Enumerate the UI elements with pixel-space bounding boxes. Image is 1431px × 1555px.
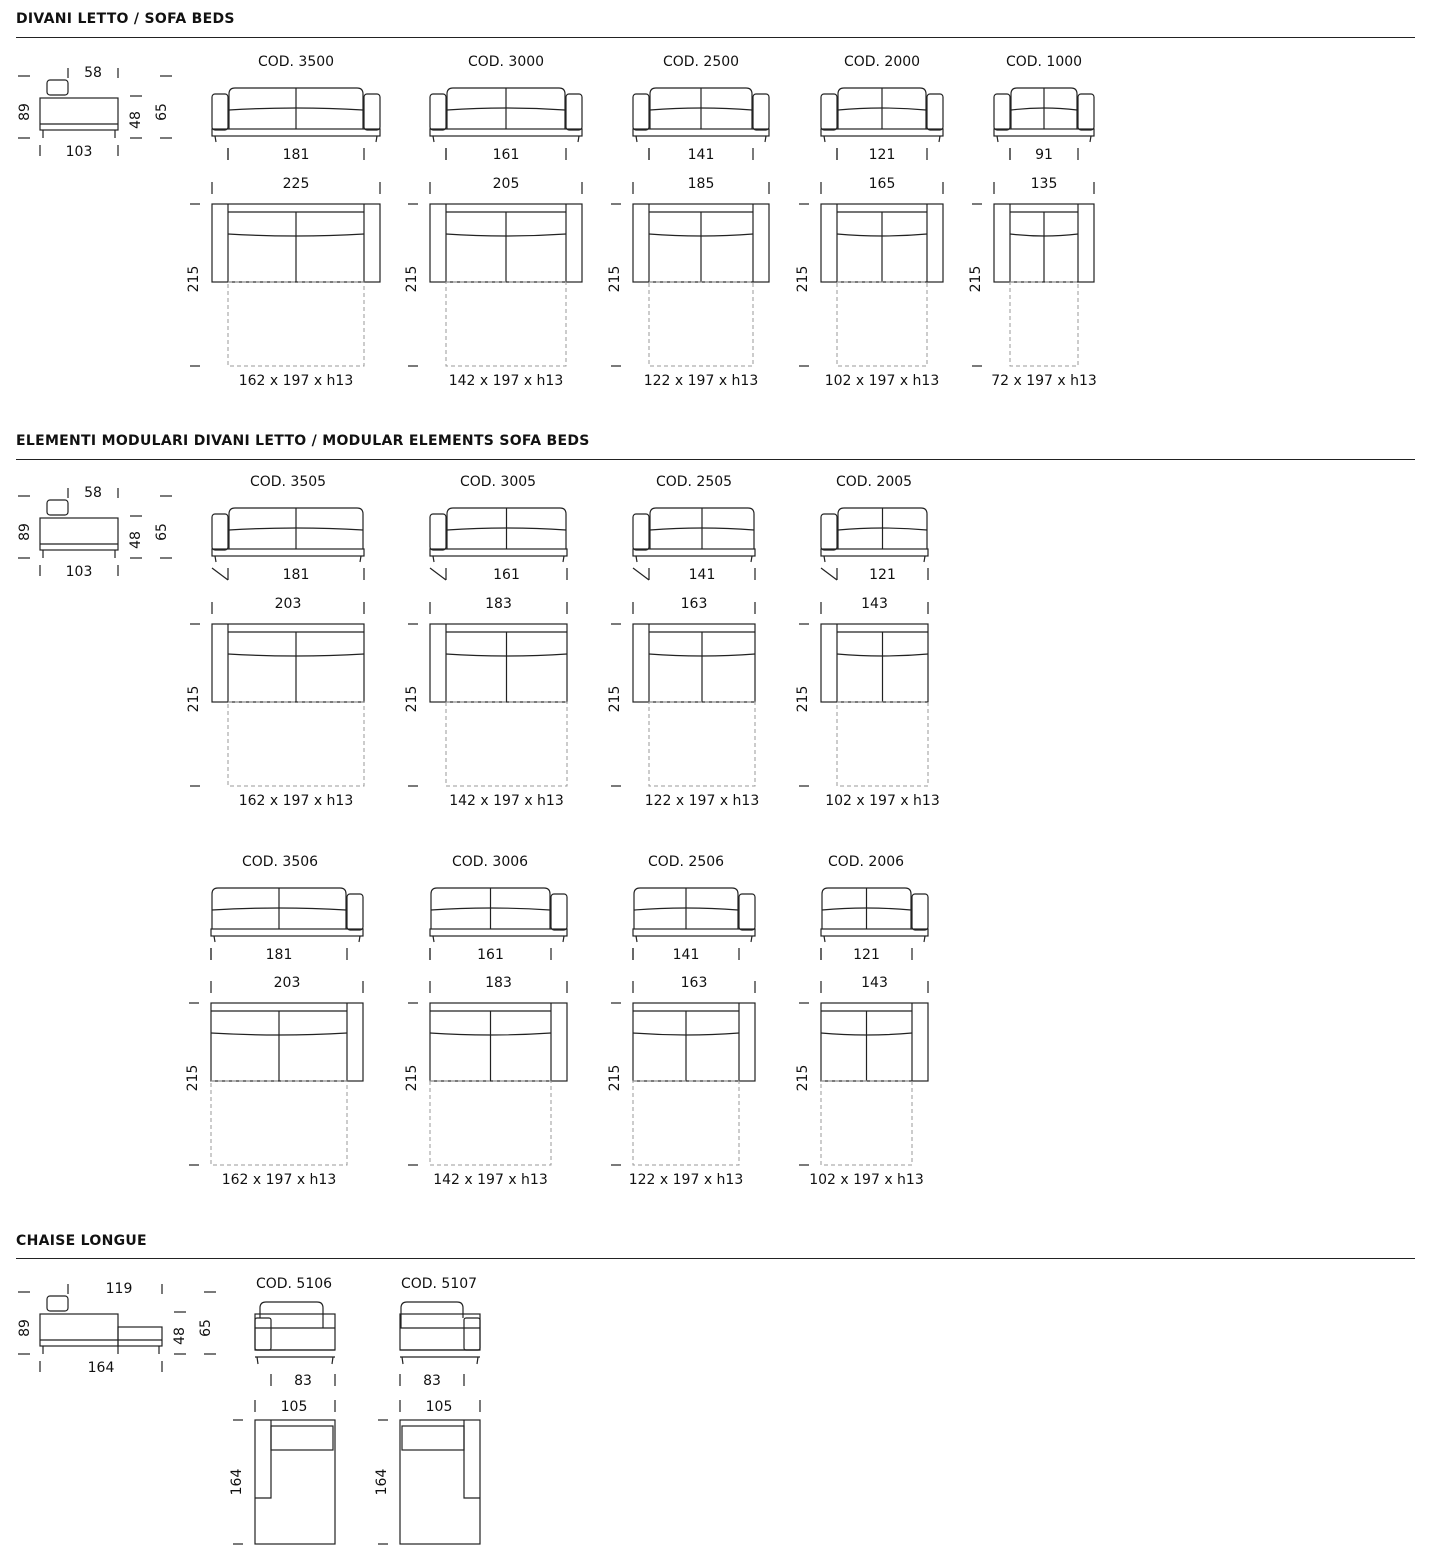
model-code: COD. 3006 <box>451 854 529 870</box>
front-leg <box>939 136 940 142</box>
front-leg <box>578 136 579 142</box>
front-base <box>633 549 755 556</box>
model-plan-width: 105 <box>425 1399 453 1415</box>
front-armrest-left <box>633 514 649 550</box>
front-base <box>212 129 380 136</box>
front-leg <box>924 936 925 942</box>
front-armrest-right <box>1078 94 1094 130</box>
model-code: COD. 3500 <box>257 54 335 70</box>
front-base <box>633 129 769 136</box>
model-seat-width: 181 <box>282 567 310 583</box>
model-bed-width: 163 <box>680 596 708 612</box>
chaise-plan-arm <box>255 1420 271 1498</box>
front-leg <box>215 136 216 142</box>
section-title-chaise-longue: CHAISE LONGUE <box>16 1233 147 1249</box>
front-leg <box>359 936 360 942</box>
model-bed-depth: 215 <box>968 265 984 293</box>
model-code: COD. 3005 <box>459 474 537 490</box>
model-bed-width: 205 <box>492 176 520 192</box>
front-armrest-right <box>739 894 755 930</box>
plan-outline <box>430 1003 567 1081</box>
front-armrest-left <box>821 94 837 130</box>
plan-outline <box>430 624 567 702</box>
front-leg <box>751 936 752 942</box>
model-seat-width: 83 <box>294 1373 312 1389</box>
side-view-body <box>40 1314 118 1346</box>
chaise-front-armrest <box>464 1318 480 1350</box>
model-seat-width: 121 <box>853 947 880 963</box>
plan-mattress <box>228 702 364 786</box>
plan-mattress <box>633 1081 739 1165</box>
model-bed-depth: 215 <box>795 685 811 713</box>
chaise-front-leg <box>402 1357 403 1364</box>
model-bed-width: 143 <box>861 596 888 612</box>
front-leg <box>924 556 925 562</box>
model-mattress-size: 122 x 197 x h13 <box>643 373 759 389</box>
plan-mattress <box>228 282 364 366</box>
section-title-sofa-beds: DIVANI LETTO / SOFA BEDS <box>16 11 235 27</box>
side-view-seat-height: 48 <box>172 1327 188 1345</box>
model-bed-depth: 215 <box>607 1064 623 1092</box>
plan-mattress <box>649 702 755 786</box>
model-seat-width: 83 <box>423 1373 441 1389</box>
side-view-backrest <box>47 1296 68 1311</box>
model-plan-depth: 164 <box>229 1468 245 1496</box>
chaise-front-back <box>401 1302 463 1328</box>
model-mattress-size: 162 x 197 x h13 <box>238 373 354 389</box>
model-bed-width: 143 <box>861 975 888 991</box>
model-code: COD. 2505 <box>655 474 733 490</box>
model-bed-depth: 215 <box>404 1064 420 1092</box>
side-view-backrest <box>47 500 68 515</box>
model-bed-width: 135 <box>1030 176 1058 192</box>
front-armrest-right <box>753 94 769 130</box>
model-seat-width: 91 <box>1035 147 1053 163</box>
side-view-height: 89 <box>17 523 33 541</box>
side-view-depth: 164 <box>87 1360 115 1376</box>
front-leg <box>636 936 637 942</box>
front-leg <box>433 556 434 562</box>
model-code: COD. 2006 <box>827 854 905 870</box>
model-bed-width: 203 <box>273 975 301 991</box>
side-view-arm-height: 65 <box>154 523 170 541</box>
front-base <box>821 929 928 936</box>
plan-mattress <box>446 282 566 366</box>
model-seat-width: 181 <box>265 947 293 963</box>
model-bed-depth: 215 <box>607 685 623 713</box>
plan-outline <box>212 624 364 702</box>
model-plan-depth: 164 <box>374 1468 390 1496</box>
plan-outline <box>633 624 755 702</box>
front-leg <box>433 936 434 942</box>
dim-tick <box>821 568 837 580</box>
dim-tick <box>633 568 649 580</box>
model-bed-width: 165 <box>868 176 896 192</box>
plan-mattress <box>837 282 927 366</box>
plan-outline <box>211 1003 363 1081</box>
model-code: COD. 2000 <box>843 54 921 70</box>
model-code: COD. 3506 <box>241 854 319 870</box>
front-armrest-left <box>633 94 649 130</box>
side-view-depth: 103 <box>65 144 93 160</box>
side-view-chaise-extension <box>118 1327 162 1346</box>
front-leg <box>636 556 637 562</box>
front-leg <box>433 136 434 142</box>
model-code: COD. 3505 <box>249 474 327 490</box>
front-leg <box>376 136 377 142</box>
side-view-seat-depth: 119 <box>105 1281 133 1297</box>
model-bed-depth: 215 <box>186 265 202 293</box>
model-bed-depth: 215 <box>185 1064 201 1092</box>
model-bed-depth: 215 <box>607 265 623 293</box>
front-base <box>821 129 943 136</box>
model-code: COD. 5106 <box>255 1276 333 1292</box>
model-bed-depth: 215 <box>795 1064 811 1092</box>
model-bed-width: 183 <box>485 975 512 991</box>
chaise-plan-outline <box>255 1420 335 1544</box>
model-code: COD. 5107 <box>400 1276 478 1292</box>
front-leg <box>215 556 216 562</box>
plan-outline <box>633 1003 755 1081</box>
chaise-front-armrest <box>255 1318 271 1350</box>
front-base <box>430 929 567 936</box>
side-view-height: 89 <box>17 103 33 121</box>
side-view-depth: 103 <box>65 564 93 580</box>
front-armrest-right <box>566 94 582 130</box>
front-leg <box>824 936 825 942</box>
model-mattress-size: 72 x 197 x h13 <box>991 373 1097 389</box>
front-armrest-right <box>347 894 363 930</box>
chaise-front-body <box>400 1314 480 1350</box>
model-bed-width: 203 <box>274 596 302 612</box>
chaise-front-leg <box>477 1357 478 1364</box>
plan-mattress <box>821 1081 912 1165</box>
side-view-seat-depth: 58 <box>84 65 102 81</box>
model-mattress-size: 142 x 197 x h13 <box>449 793 564 809</box>
model-plan-width: 105 <box>280 1399 308 1415</box>
model-seat-width: 161 <box>493 567 520 583</box>
front-leg <box>824 556 825 562</box>
front-leg <box>563 556 564 562</box>
front-base <box>430 129 582 136</box>
model-code: COD. 2506 <box>647 854 725 870</box>
front-leg <box>214 936 215 942</box>
front-leg <box>563 936 564 942</box>
chaise-front-leg <box>332 1357 333 1364</box>
model-mattress-size: 102 x 197 x h13 <box>825 793 940 809</box>
model-bed-depth: 215 <box>186 685 202 713</box>
model-bed-depth: 215 <box>404 265 420 293</box>
front-leg <box>636 136 637 142</box>
side-view-seat-height: 48 <box>128 531 144 549</box>
model-bed-depth: 215 <box>404 685 420 713</box>
plan-mattress <box>211 1081 347 1165</box>
front-armrest-left <box>430 514 446 550</box>
front-armrest-left <box>821 514 837 550</box>
side-view-backrest <box>47 80 68 95</box>
model-seat-width: 141 <box>687 147 715 163</box>
model-mattress-size: 102 x 197 x h13 <box>809 1172 924 1188</box>
model-mattress-size: 102 x 197 x h13 <box>824 373 940 389</box>
model-bed-depth: 215 <box>795 265 811 293</box>
front-armrest-left <box>212 514 228 550</box>
front-armrest-left <box>212 94 228 130</box>
front-base <box>430 549 567 556</box>
plan-mattress <box>446 702 567 786</box>
model-bed-width: 183 <box>485 596 512 612</box>
model-seat-width: 141 <box>672 947 700 963</box>
chaise-front-leg <box>257 1357 258 1364</box>
chaise-front-back <box>260 1302 323 1328</box>
front-leg <box>1090 136 1091 142</box>
front-leg <box>765 136 766 142</box>
front-base <box>212 549 364 556</box>
model-mattress-size: 162 x 197 x h13 <box>221 1172 337 1188</box>
model-seat-width: 161 <box>477 947 504 963</box>
dim-tick <box>212 568 228 580</box>
side-view-body <box>40 98 118 130</box>
front-armrest-right <box>927 94 943 130</box>
model-code: COD. 2005 <box>835 474 913 490</box>
chaise-plan-outline <box>400 1420 480 1544</box>
front-armrest-left <box>994 94 1010 130</box>
dim-tick <box>430 568 446 580</box>
model-seat-width: 181 <box>282 147 310 163</box>
chaise-plan-back <box>402 1426 464 1450</box>
front-armrest-left <box>430 94 446 130</box>
plan-mattress <box>1010 282 1078 366</box>
plan-mattress <box>649 282 753 366</box>
model-bed-width: 163 <box>680 975 708 991</box>
front-base <box>211 929 363 936</box>
model-mattress-size: 142 x 197 x h13 <box>433 1172 548 1188</box>
plan-mattress <box>837 702 928 786</box>
model-mattress-size: 162 x 197 x h13 <box>238 793 354 809</box>
front-leg <box>751 556 752 562</box>
side-view-seat-depth: 58 <box>84 485 102 501</box>
model-code: COD. 3000 <box>467 54 545 70</box>
front-leg <box>997 136 998 142</box>
model-seat-width: 121 <box>868 147 896 163</box>
side-view-seat-height: 48 <box>128 111 144 129</box>
model-code: COD. 1000 <box>1005 54 1083 70</box>
model-bed-width: 185 <box>687 176 715 192</box>
model-seat-width: 161 <box>492 147 520 163</box>
model-mattress-size: 122 x 197 x h13 <box>644 793 760 809</box>
section-title-modular-elements: ELEMENTI MODULARI DIVANI LETTO / MODULAR ELEMENTS SOFA BEDS <box>16 433 590 449</box>
side-view-height: 89 <box>17 1319 33 1337</box>
model-mattress-size: 142 x 197 x h13 <box>448 373 564 389</box>
model-bed-width: 225 <box>282 176 310 192</box>
front-leg <box>824 136 825 142</box>
front-base <box>821 549 928 556</box>
front-leg <box>360 556 361 562</box>
side-view-arm-height: 65 <box>198 1319 214 1337</box>
front-base <box>633 929 755 936</box>
model-mattress-size: 122 x 197 x h13 <box>628 1172 744 1188</box>
front-armrest-right <box>551 894 567 930</box>
side-view-body <box>40 518 118 550</box>
chaise-plan-arm <box>464 1420 480 1498</box>
front-armrest-right <box>912 894 928 930</box>
front-armrest-right <box>364 94 380 130</box>
side-view-arm-height: 65 <box>154 103 170 121</box>
chaise-plan-back <box>271 1426 333 1450</box>
model-seat-width: 121 <box>869 567 896 583</box>
model-code: COD. 2500 <box>662 54 740 70</box>
plan-mattress <box>430 1081 551 1165</box>
model-seat-width: 141 <box>688 567 716 583</box>
